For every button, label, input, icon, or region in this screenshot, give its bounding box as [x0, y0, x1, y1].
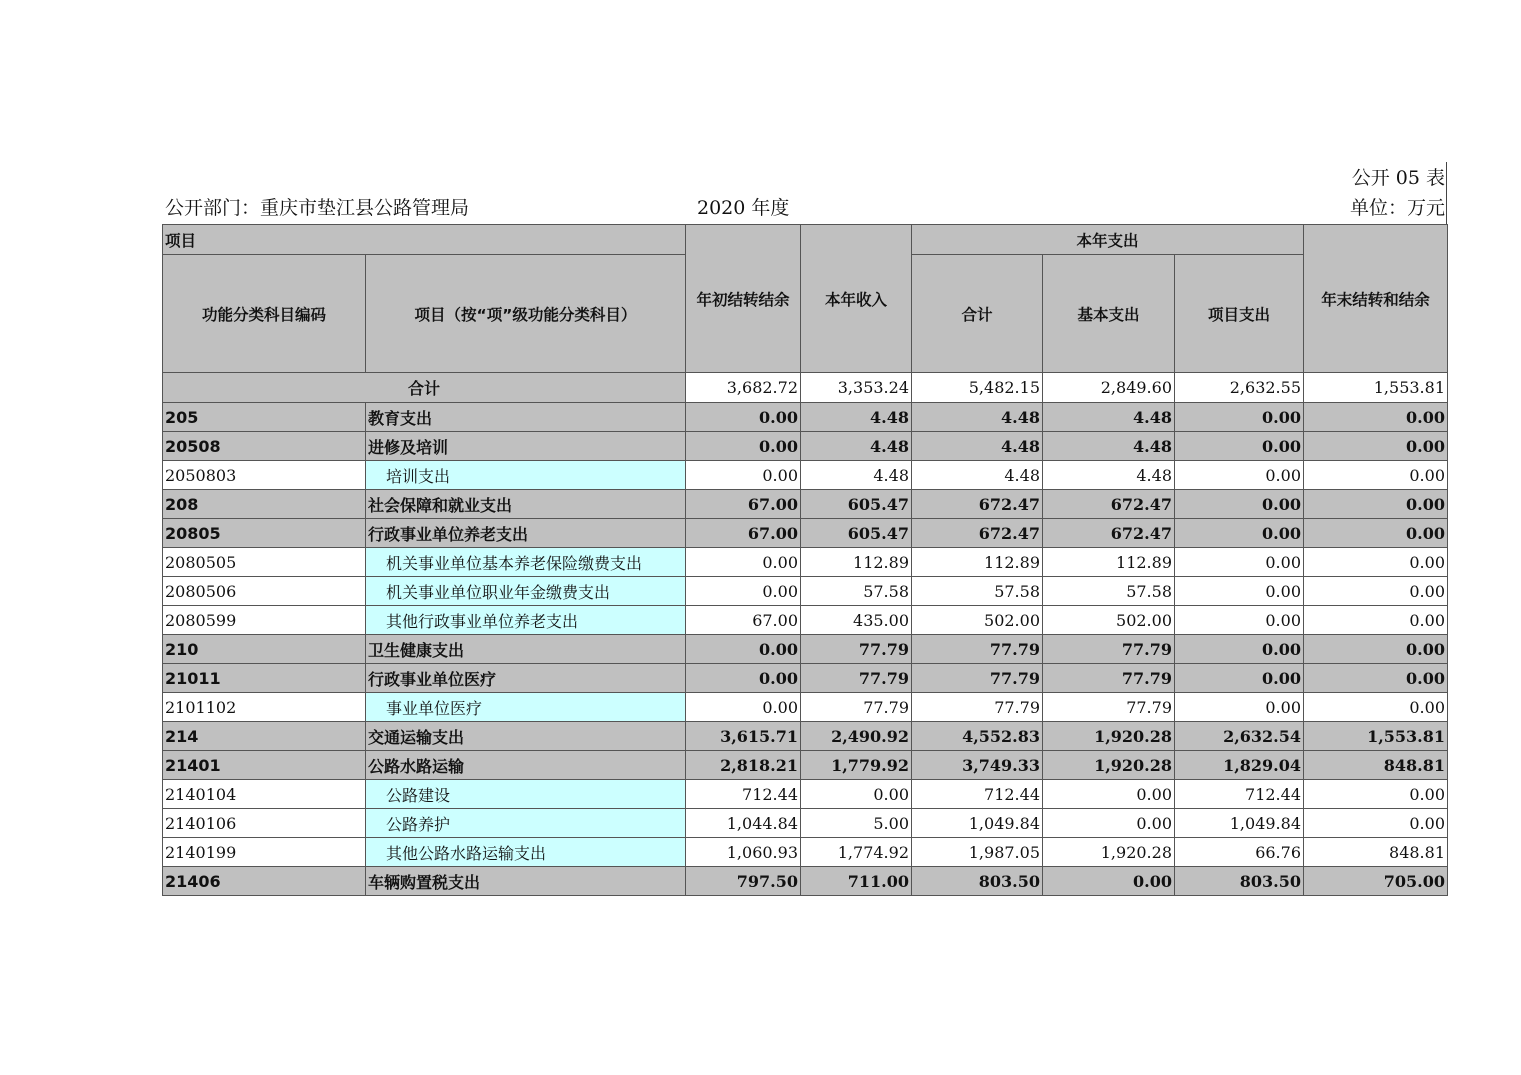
table-row — [163, 403, 1448, 432]
row-income: 4.48 — [801, 432, 912, 461]
row-basic: 57.58 — [1043, 577, 1175, 606]
row-income: 605.47 — [801, 519, 912, 548]
row-code: 2080506 — [163, 577, 366, 606]
row-code: 2140104 — [163, 780, 366, 809]
row-name: 卫生健康支出 — [366, 635, 686, 664]
header-total: 合计 — [912, 255, 1043, 373]
row-closing: 0.00 — [1304, 490, 1448, 519]
row-basic: 1,920.28 — [1043, 751, 1175, 780]
row-closing: 0.00 — [1304, 606, 1448, 635]
row-closing: 0.00 — [1304, 664, 1448, 693]
row-income: 711.00 — [801, 867, 912, 896]
row-basic: 4.48 — [1043, 432, 1175, 461]
table-row — [163, 809, 1448, 838]
row-basic: 112.89 — [1043, 548, 1175, 577]
row-closing: 848.81 — [1304, 751, 1448, 780]
row-project: 0.00 — [1175, 403, 1304, 432]
table-row — [163, 606, 1448, 635]
row-closing: 0.00 — [1304, 809, 1448, 838]
row-income: 1,779.92 — [801, 751, 912, 780]
row-closing: 0.00 — [1304, 519, 1448, 548]
row-code: 21406 — [163, 867, 366, 896]
row-basic: 77.79 — [1043, 635, 1175, 664]
row-project: 0.00 — [1175, 606, 1304, 635]
row-opening: 0.00 — [686, 403, 801, 432]
row-project: 0.00 — [1175, 519, 1304, 548]
row-name: 公路水路运输 — [366, 751, 686, 780]
table-row — [163, 490, 1448, 519]
department-label: 公开部门：重庆市垫江县公路管理局 — [165, 197, 470, 219]
row-income: 57.58 — [801, 577, 912, 606]
row-project: 66.76 — [1175, 838, 1304, 867]
row-name: 事业单位医疗 — [366, 693, 686, 722]
row-project: 1,049.84 — [1175, 809, 1304, 838]
row-income: 4.48 — [801, 461, 912, 490]
header-closing: 年末结转和结余 — [1304, 225, 1448, 373]
table-row — [163, 693, 1448, 722]
row-income: 2,490.92 — [801, 722, 912, 751]
row-expense-total: 803.50 — [912, 867, 1043, 896]
row-income: 4.48 — [801, 403, 912, 432]
table-row — [163, 838, 1448, 867]
row-name: 其他行政事业单位养老支出 — [366, 606, 686, 635]
row-code: 2080599 — [163, 606, 366, 635]
row-project: 0.00 — [1175, 635, 1304, 664]
row-income: 5.00 — [801, 809, 912, 838]
row-name: 交通运输支出 — [366, 722, 686, 751]
table-row — [163, 780, 1448, 809]
header-code: 功能分类科目编码 — [163, 255, 366, 373]
row-income: 0.00 — [801, 780, 912, 809]
row-code: 208 — [163, 490, 366, 519]
row-basic: 0.00 — [1043, 809, 1175, 838]
table-row — [163, 751, 1448, 780]
row-code: 205 — [163, 403, 366, 432]
header-name: 项目（按“项”级功能分类科目） — [366, 255, 686, 373]
row-expense-total: 4.48 — [912, 403, 1043, 432]
row-code: 20508 — [163, 432, 366, 461]
row-income: 1,774.92 — [801, 838, 912, 867]
row-code: 2080505 — [163, 548, 366, 577]
header-basic: 基本支出 — [1043, 255, 1175, 373]
year-label: 2020 年度 — [697, 197, 790, 219]
total-basic: 2,849.60 — [1043, 373, 1175, 403]
row-opening: 0.00 — [686, 635, 801, 664]
header-income: 本年收入 — [801, 225, 912, 373]
row-expense-total: 712.44 — [912, 780, 1043, 809]
row-name: 其他公路水路运输支出 — [366, 838, 686, 867]
budget-table — [162, 224, 1448, 896]
row-closing: 0.00 — [1304, 461, 1448, 490]
row-closing: 0.00 — [1304, 577, 1448, 606]
total-income: 3,353.24 — [801, 373, 912, 403]
row-project: 0.00 — [1175, 664, 1304, 693]
row-opening: 3,615.71 — [686, 722, 801, 751]
table-row — [163, 432, 1448, 461]
row-name: 进修及培训 — [366, 432, 686, 461]
row-code: 210 — [163, 635, 366, 664]
table-row — [163, 722, 1448, 751]
row-code: 21011 — [163, 664, 366, 693]
header-opening: 年初结转结余 — [686, 225, 801, 373]
row-basic: 502.00 — [1043, 606, 1175, 635]
row-income: 77.79 — [801, 693, 912, 722]
row-name: 行政事业单位医疗 — [366, 664, 686, 693]
row-income: 77.79 — [801, 664, 912, 693]
row-expense-total: 672.47 — [912, 490, 1043, 519]
row-project: 0.00 — [1175, 577, 1304, 606]
row-project: 1,829.04 — [1175, 751, 1304, 780]
row-opening: 67.00 — [686, 490, 801, 519]
row-basic: 1,920.28 — [1043, 722, 1175, 751]
row-opening: 0.00 — [686, 548, 801, 577]
page-edge-rule — [1446, 162, 1447, 224]
row-basic: 77.79 — [1043, 693, 1175, 722]
row-name: 社会保障和就业支出 — [366, 490, 686, 519]
total-expense: 5,482.15 — [912, 373, 1043, 403]
table-row — [163, 577, 1448, 606]
row-basic: 0.00 — [1043, 780, 1175, 809]
row-expense-total: 77.79 — [912, 693, 1043, 722]
total-label: 合计 — [163, 373, 686, 403]
row-closing: 705.00 — [1304, 867, 1448, 896]
row-project: 0.00 — [1175, 548, 1304, 577]
row-opening: 797.50 — [686, 867, 801, 896]
row-opening: 1,044.84 — [686, 809, 801, 838]
row-opening: 0.00 — [686, 577, 801, 606]
row-code: 2140106 — [163, 809, 366, 838]
table-row — [163, 548, 1448, 577]
row-name: 公路建设 — [366, 780, 686, 809]
row-expense-total: 77.79 — [912, 664, 1043, 693]
row-expense-total: 672.47 — [912, 519, 1043, 548]
row-expense-total: 3,749.33 — [912, 751, 1043, 780]
row-expense-total: 112.89 — [912, 548, 1043, 577]
row-project: 2,632.54 — [1175, 722, 1304, 751]
row-expense-total: 57.58 — [912, 577, 1043, 606]
row-opening: 2,818.21 — [686, 751, 801, 780]
row-closing: 0.00 — [1304, 780, 1448, 809]
row-opening: 712.44 — [686, 780, 801, 809]
table-row — [163, 461, 1448, 490]
header-project-exp: 项目支出 — [1175, 255, 1304, 373]
table-row — [163, 867, 1448, 896]
row-code: 214 — [163, 722, 366, 751]
row-basic: 0.00 — [1043, 867, 1175, 896]
row-code: 2101102 — [163, 693, 366, 722]
row-expense-total: 77.79 — [912, 635, 1043, 664]
row-basic: 4.48 — [1043, 461, 1175, 490]
form-id: 公开 05 表 — [1351, 167, 1445, 189]
row-project: 0.00 — [1175, 461, 1304, 490]
row-income: 605.47 — [801, 490, 912, 519]
row-opening: 0.00 — [686, 432, 801, 461]
row-closing: 0.00 — [1304, 403, 1448, 432]
row-opening: 67.00 — [686, 606, 801, 635]
row-closing: 0.00 — [1304, 548, 1448, 577]
row-name: 培训支出 — [366, 461, 686, 490]
row-opening: 0.00 — [686, 693, 801, 722]
header-expense-group: 本年支出 — [912, 225, 1304, 255]
row-name: 公路养护 — [366, 809, 686, 838]
row-opening: 1,060.93 — [686, 838, 801, 867]
total-closing: 1,553.81 — [1304, 373, 1448, 403]
row-name: 机关事业单位基本养老保险缴费支出 — [366, 548, 686, 577]
row-project: 803.50 — [1175, 867, 1304, 896]
total-row — [163, 373, 1448, 403]
unit-label: 单位：万元 — [1349, 197, 1445, 219]
row-project: 0.00 — [1175, 432, 1304, 461]
row-basic: 1,920.28 — [1043, 838, 1175, 867]
row-expense-total: 1,987.05 — [912, 838, 1043, 867]
row-name: 车辆购置税支出 — [366, 867, 686, 896]
row-opening: 0.00 — [686, 461, 801, 490]
row-basic: 672.47 — [1043, 519, 1175, 548]
row-basic: 77.79 — [1043, 664, 1175, 693]
row-project: 0.00 — [1175, 693, 1304, 722]
row-income: 112.89 — [801, 548, 912, 577]
row-opening: 67.00 — [686, 519, 801, 548]
row-name: 行政事业单位养老支出 — [366, 519, 686, 548]
row-expense-total: 502.00 — [912, 606, 1043, 635]
row-code: 2050803 — [163, 461, 366, 490]
table-row — [163, 635, 1448, 664]
total-opening: 3,682.72 — [686, 373, 801, 403]
row-closing: 848.81 — [1304, 838, 1448, 867]
total-project: 2,632.55 — [1175, 373, 1304, 403]
row-code: 21401 — [163, 751, 366, 780]
row-income: 435.00 — [801, 606, 912, 635]
row-closing: 1,553.81 — [1304, 722, 1448, 751]
row-closing: 0.00 — [1304, 693, 1448, 722]
row-project: 712.44 — [1175, 780, 1304, 809]
row-closing: 0.00 — [1304, 635, 1448, 664]
row-expense-total: 1,049.84 — [912, 809, 1043, 838]
row-name: 教育支出 — [366, 403, 686, 432]
row-income: 77.79 — [801, 635, 912, 664]
row-project: 0.00 — [1175, 490, 1304, 519]
row-expense-total: 4,552.83 — [912, 722, 1043, 751]
table-row — [163, 519, 1448, 548]
row-basic: 672.47 — [1043, 490, 1175, 519]
row-name: 机关事业单位职业年金缴费支出 — [366, 577, 686, 606]
row-basic: 4.48 — [1043, 403, 1175, 432]
header-project: 项目 — [163, 225, 686, 255]
row-closing: 0.00 — [1304, 432, 1448, 461]
row-code: 2140199 — [163, 838, 366, 867]
row-opening: 0.00 — [686, 664, 801, 693]
row-code: 20805 — [163, 519, 366, 548]
table-row — [163, 664, 1448, 693]
row-expense-total: 4.48 — [912, 461, 1043, 490]
row-expense-total: 4.48 — [912, 432, 1043, 461]
